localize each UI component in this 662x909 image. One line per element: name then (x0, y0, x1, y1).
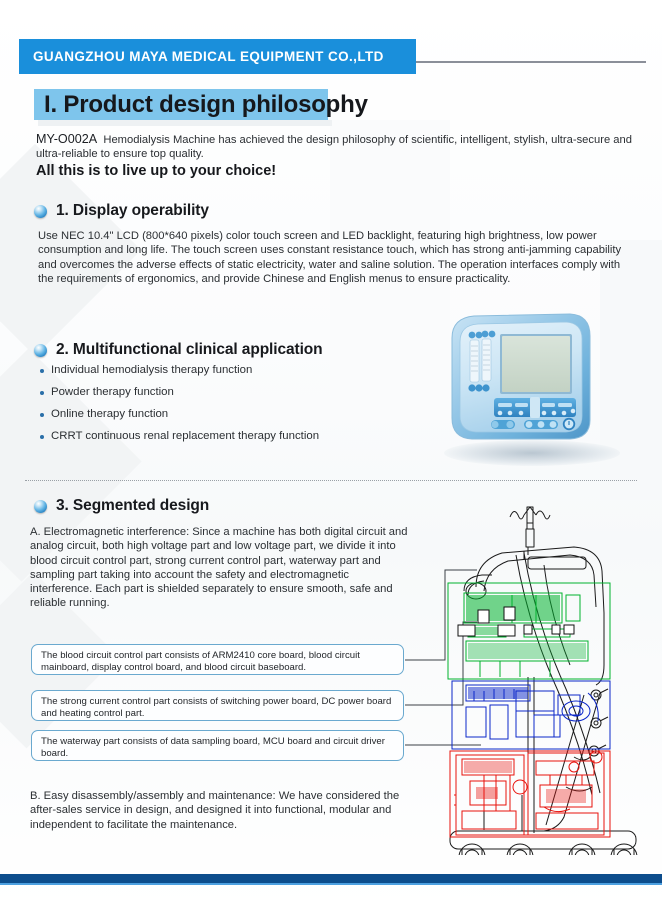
intro-text: Hemodialysis Machine has achieved the design philosophy of scientific, intelligent, stylish, ultra-secure and ultra-reliable to ensure top quality. (36, 134, 632, 160)
section-1-title: 1. Display operability (56, 202, 209, 219)
footer-bar (0, 874, 662, 885)
section-heading-segmented-design (34, 497, 209, 515)
section-divider (25, 480, 637, 482)
page-title: I. Product design philosophy (44, 91, 368, 118)
section-3-body-b: B. Easy disassembly/assembly and maintenance: We have considered the after-sales service in design, and designed it into functional, modular and independent to facilitate the maintenance. (30, 790, 400, 831)
intro-paragraph (36, 132, 640, 161)
bullet-sphere-icon (34, 500, 47, 513)
company-name-bar (19, 39, 416, 74)
callout-text: The strong current control part consists of switching power board, DC power board and heating control part. (41, 696, 392, 719)
bullet-sphere-icon (34, 344, 47, 357)
bullet-sphere-icon (34, 205, 47, 218)
callout-waterway-part (31, 730, 404, 761)
callout-text: The blood circuit control part consists of ARM2410 core board, blood circuit mainboard, display control board, and blood circuit baseboard. (41, 650, 360, 673)
callout-blood-circuit-control (31, 644, 404, 675)
section-3-title: 3. Segmented design (56, 497, 210, 514)
hemodialysis-control-panel-photo (438, 308, 606, 458)
hemodialysis-machine-line-drawing-with-segmented-regions (424, 495, 662, 855)
clinical-application-list (40, 364, 410, 452)
section-3-body-a: A. Electromagnetic interference: Since a machine has both digital circuit and analog circuit, both high voltage part and low voltage part, we divide it into blood circuit control part, strong current control part, waterway part and sampling part taking into account the safety and electromagnetic interference. Each part is shielded separately to ensure smooth, safe and reliable running. (30, 526, 408, 610)
section-1-body: Use NEC 10.4" LCD (800*640 pixels) color touch screen and LED backlight, featuring high brightness, low power consumption and long life. The touch screen uses constant resistance touch, which has strong anti-jamming capability and overcomes the adverse effects of static electricity, water and saline solution. The operation interfaces comply with the requirements of ergonomics, and provide Chinese and English menus to ensure practicality. (38, 230, 622, 285)
section-2-title: 2. Multifunctional clinical application (56, 341, 323, 358)
callout-text: The waterway part consists of data sampling board, MCU board and circuit driver board. (41, 736, 385, 759)
section-heading-multifunctional-clinical-application (34, 341, 323, 359)
list-item: CRRT continuous renal replacement therapy function (40, 430, 410, 443)
company-name-text: GUANGZHOU MAYA MEDICAL EQUIPMENT CO.,LTD (33, 49, 384, 64)
product-model: MY-O002A (36, 132, 98, 146)
list-item: Online therapy function (40, 408, 410, 421)
header-divider-line (416, 61, 646, 63)
slogan: All this is to live up to your choice! (36, 163, 277, 179)
section-heading-display-operability (34, 202, 209, 220)
callout-strong-current-control (31, 690, 404, 721)
list-item: Powder therapy function (40, 386, 410, 399)
list-item: Individual hemodialysis therapy function (40, 364, 410, 377)
